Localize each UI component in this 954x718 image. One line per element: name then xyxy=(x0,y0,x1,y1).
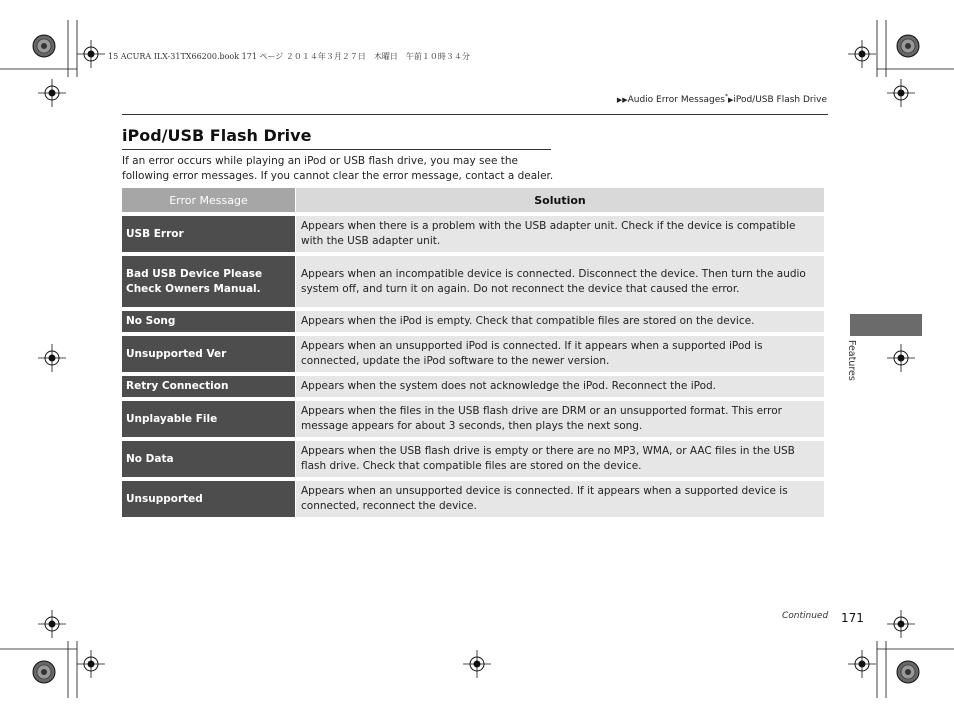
registration-mark xyxy=(887,79,915,107)
starburst-mark-top-right xyxy=(897,35,919,57)
registration-mark xyxy=(38,79,66,107)
intro-text: If an error occurs while playing an iPod or USB flash drive, you may see the following error messages. If you cannot clear the error message, contact a dealer. xyxy=(122,155,554,182)
registration-mark xyxy=(887,344,915,372)
breadcrumb-part-2: iPod/USB Flash Drive xyxy=(733,95,827,105)
page-number: 171 xyxy=(841,611,864,625)
error-message-cell: Unsupported xyxy=(122,481,295,517)
error-message-cell: Unsupported Ver xyxy=(122,336,295,372)
error-message-cell: No Song xyxy=(122,311,295,332)
section-title: iPod/USB Flash Drive xyxy=(122,126,312,145)
solution-cell: Appears when the USB flash drive is empty or there are no MP3, WMA, or AAC files in the USB flash drive. Check that compatible files are stored on the device. xyxy=(295,441,824,477)
error-message-cell: Bad USB Device Please Check Owners Manual. xyxy=(122,256,295,307)
solution-cell: Appears when the files in the USB flash drive are DRM or an unsupported format. This error message appears for about 3 seconds, then plays the next song. xyxy=(295,401,824,437)
side-tab-label: Features xyxy=(846,340,857,381)
starburst-mark-top-left xyxy=(33,35,55,57)
continued-label: Continued xyxy=(782,611,829,621)
error-message-cell: No Data xyxy=(122,441,295,477)
registration-mark xyxy=(38,610,66,638)
registration-mark xyxy=(38,344,66,372)
solution-cell: Appears when the iPod is empty. Check that compatible files are stored on the device. xyxy=(295,311,824,332)
error-message-cell: Retry Connection xyxy=(122,376,295,397)
print-header: 15 ACURA ILX-31TX66200.book 171 ページ ２０１４年３月２７日 木曜日 午前１０時３４分 xyxy=(108,52,470,61)
error-message-cell: USB Error xyxy=(122,216,295,252)
header-error-message: Error Message xyxy=(122,188,295,212)
registration-mark xyxy=(463,650,491,678)
starburst-mark-bottom-right xyxy=(897,661,919,683)
solution-cell: Appears when an unsupported device is connected. If it appears when a supported device is connected, reconnect the device. xyxy=(295,481,824,517)
registration-mark xyxy=(77,40,105,68)
solution-cell: Appears when there is a problem with the USB adapter unit. Check if the device is compatible with the USB adapter unit. xyxy=(295,216,824,252)
solution-cell: Appears when the system does not acknowledge the iPod. Reconnect the iPod. xyxy=(295,376,824,397)
solution-cell: Appears when an incompatible device is connected. Disconnect the device. Then turn the audio system off, and turn it on again. Do not reconnect the device that caused the error. xyxy=(295,256,824,307)
arrow-icon: ▶ xyxy=(727,96,734,104)
registration-mark xyxy=(887,610,915,638)
starburst-mark-bottom-left xyxy=(33,661,55,683)
double-arrow-icon: ▶▶ xyxy=(616,96,628,104)
registration-mark xyxy=(848,40,876,68)
breadcrumb-star: * xyxy=(724,93,728,100)
breadcrumb-part-1[interactable]: Audio Error Messages xyxy=(627,95,725,105)
registration-mark xyxy=(848,650,876,678)
error-message-cell: Unplayable File xyxy=(122,401,295,437)
registration-mark xyxy=(77,650,105,678)
solution-cell: Appears when an unsupported iPod is connected. If it appears when a supported iPod is connected, update the iPod software to the newer version. xyxy=(295,336,824,372)
header-solution: Solution xyxy=(295,188,824,212)
